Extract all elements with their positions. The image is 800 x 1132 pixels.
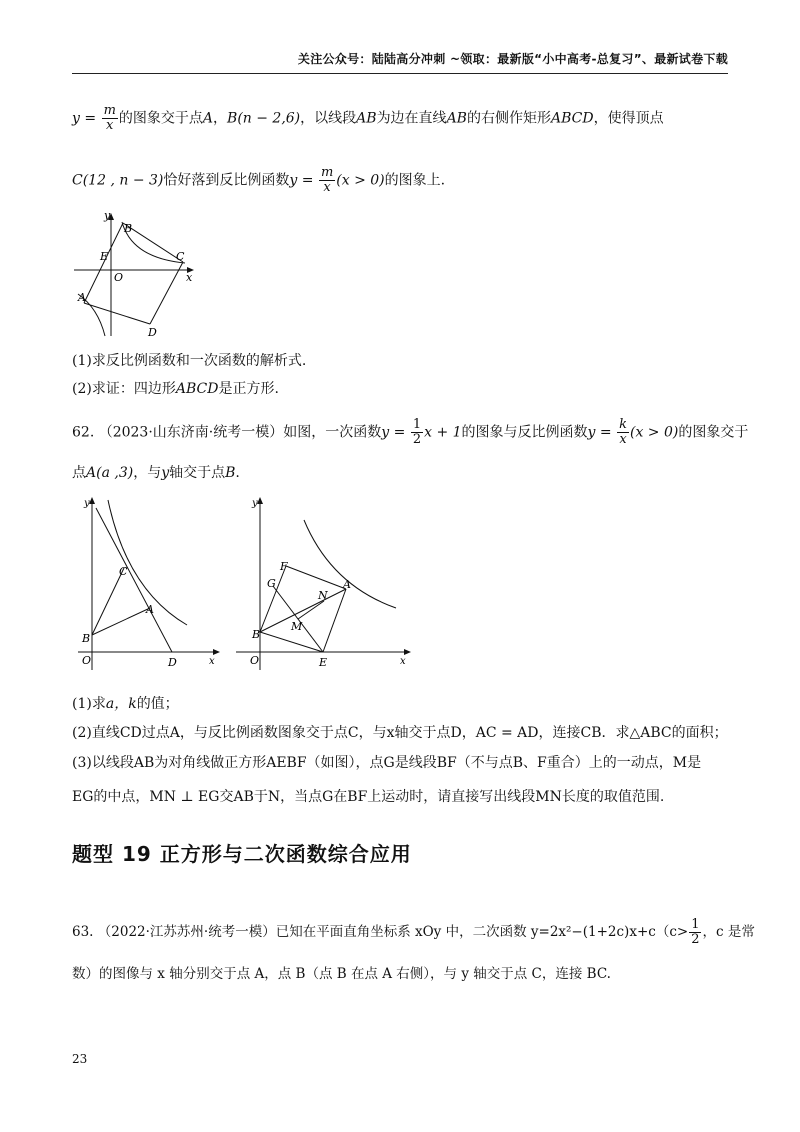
frac-num: k xyxy=(619,417,627,432)
text: (1)求 xyxy=(72,696,106,712)
sep: ， xyxy=(213,110,228,127)
point-A: A xyxy=(202,110,214,127)
frac-den: 2 xyxy=(412,432,422,447)
fig62a-label-B: B xyxy=(82,632,91,645)
fig61-label-D: D xyxy=(148,326,157,339)
fig62b-label-y: y xyxy=(252,498,258,509)
figure-62-right xyxy=(236,490,416,675)
segment-AB: AB xyxy=(446,110,467,127)
expr: x + 1 xyxy=(424,424,462,441)
var-y: y xyxy=(161,465,170,481)
p62-q1 xyxy=(72,693,179,713)
eq: = xyxy=(389,424,410,441)
figure-61 xyxy=(70,208,200,343)
fig62a-label-x: x xyxy=(209,656,215,667)
fig62a-label-C: C xyxy=(119,565,128,578)
coord-B: (n − 2,6) xyxy=(237,110,301,127)
point-B: B xyxy=(227,110,238,127)
var-y: y xyxy=(587,424,596,441)
fig62a-label-O: O xyxy=(82,654,92,667)
fig62b-label-B: B xyxy=(252,628,261,641)
segment-AB: AB xyxy=(356,110,377,127)
text: 的图象交于点 xyxy=(118,110,203,127)
fig62a-label-D: D xyxy=(168,656,177,669)
text: 的图象上. xyxy=(384,172,446,189)
frac-den: 2 xyxy=(691,932,700,947)
frac-one-half xyxy=(689,918,701,947)
frac-num: m xyxy=(103,103,116,118)
condition: (x > 0) xyxy=(629,424,679,441)
frac-m-over-x xyxy=(102,104,118,133)
page-number: 23 xyxy=(72,1052,88,1066)
page-header: 关注公众号：陆陆高分冲刺 ~领取：最新版“小中高考-总复习”、最新试卷下载 xyxy=(297,52,728,66)
eq: = xyxy=(79,110,101,127)
frac-num: 1 xyxy=(412,417,422,432)
text: 点 xyxy=(72,465,86,481)
text: ，与 xyxy=(133,465,162,481)
var-y: y xyxy=(72,110,80,127)
point-B: B xyxy=(225,465,236,481)
section-title: 题型 19 正方形与二次函数综合应用 xyxy=(72,842,412,866)
point-C: C xyxy=(72,172,83,189)
point-A: A xyxy=(86,465,97,481)
text: 的图象交于 xyxy=(678,424,749,441)
condition: (x > 0) xyxy=(336,172,385,189)
fig62a-label-A: A xyxy=(146,603,154,616)
text: 63. （2022·江苏苏州·统考一模）已知在平面直角坐标系 xOy 中，二次函数 y=2x²−(1+2c)x+c（c> xyxy=(72,924,689,940)
p61-q2 xyxy=(72,378,279,398)
fig62b-label-G: G xyxy=(267,577,276,590)
p61-line2 xyxy=(72,166,445,195)
frac-one-half xyxy=(411,418,423,447)
fig62b-label-M: M xyxy=(291,620,303,633)
header-rule xyxy=(72,73,728,74)
fig61-label-y: y xyxy=(104,209,111,222)
text: ，c 是常 xyxy=(702,924,755,940)
eq: = xyxy=(595,424,617,441)
fig62b-label-F: F xyxy=(280,560,288,573)
eq: = xyxy=(297,172,318,189)
p61-q1: (1)求反比例函数和一次函数的解析式. xyxy=(72,353,307,369)
p62-line2 xyxy=(72,462,240,482)
text: 的图象与反比例函数 xyxy=(461,424,588,441)
p62-q3-line1: (3)以线段AB为对角线做正方形AEBF（如图），点G是线段BF（不与点B、F重合）上的一动点，M是 xyxy=(72,755,702,771)
frac-den: x xyxy=(619,432,627,447)
p62-line1 xyxy=(72,418,748,447)
coord-A: (a ,3) xyxy=(96,465,134,481)
p61-line1 xyxy=(72,104,664,133)
frac-den: x xyxy=(106,118,114,133)
fig62b-label-O: O xyxy=(250,654,260,667)
fig62b-label-A: A xyxy=(343,578,351,591)
text: 为边在直线 xyxy=(376,110,447,127)
text: 是正方形. xyxy=(218,381,279,397)
coord-C: (12 , n − 3) xyxy=(82,172,164,189)
frac-m-over-x xyxy=(319,166,335,195)
fig61-label-C: C xyxy=(176,250,185,263)
fig62b-label-N: N xyxy=(318,589,328,602)
text: 恰好落到反比例函数 xyxy=(163,172,290,189)
fig61-label-E: E xyxy=(100,250,109,263)
fig61-label-B: B xyxy=(124,222,133,235)
text: 的值； xyxy=(136,696,179,712)
p62-q3-line2: EG的中点，MN ⊥ EG交AB于N，当点G在BF上运动时，请直接写出线段MN长度的取值范围. xyxy=(72,789,665,805)
text: (2)求证：四边形 xyxy=(72,381,176,397)
frac-num: 1 xyxy=(691,917,700,932)
figure-62-left xyxy=(72,490,222,675)
fig62b-label-x: x xyxy=(400,656,406,667)
fig61-label-x: x xyxy=(186,271,193,284)
rect-ABCD: ABCD xyxy=(175,381,219,397)
p63-line1 xyxy=(72,918,755,947)
vars-a-k: a，k xyxy=(105,696,137,712)
frac-den: x xyxy=(323,180,331,195)
text: 的右侧作矩形 xyxy=(466,110,551,127)
text: . xyxy=(235,465,240,481)
rect-ABCD: ABCD xyxy=(550,110,594,127)
text: ，使得顶点 xyxy=(593,110,664,127)
text: ，以线段 xyxy=(300,110,357,127)
text: 轴交于点 xyxy=(169,465,226,481)
text: 62. （2023·山东济南·统考一模）如图，一次函数 xyxy=(72,424,382,441)
fig61-label-A: A xyxy=(78,291,86,304)
fig62a-label-y: y xyxy=(84,498,90,509)
fig61-label-O: O xyxy=(114,271,124,284)
var-y: y xyxy=(381,424,390,441)
frac-num: m xyxy=(320,165,334,180)
p63-line2: 数）的图像与 x 轴分别交于点 A，点 B（点 B 在点 A 右侧），与 y 轴交于点 C，连接 BC. xyxy=(72,966,611,982)
var-y: y xyxy=(289,172,298,189)
frac-k-over-x xyxy=(617,418,629,447)
fig62b-label-E: E xyxy=(319,656,328,669)
p62-q2: (2)直线CD过点A，与反比例函数图象交于点C，与x轴交于点D，AC = AD，连接CB．求△ABC的面积； xyxy=(72,725,728,741)
